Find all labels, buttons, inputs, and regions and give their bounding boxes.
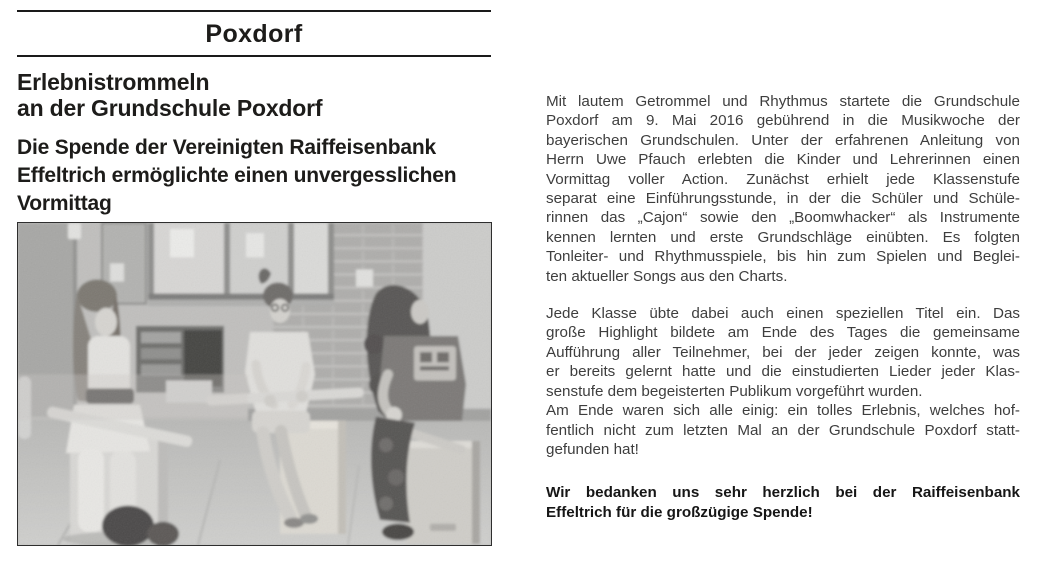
subhead-line: Vormittag [17,191,112,215]
subhead-line: Effeltrich ermöglichte einen unvergesslichen [17,163,457,187]
photo-grain-overlay [18,223,491,545]
article-body [546,92,1020,522]
body-line: fentlich nicht zum letzten Mal an der Grundschule Poxdorf statt- [546,421,1020,439]
section-masthead [17,10,491,57]
body-line: kennen lernten und erste Grundschläge einübten. Es folgten [546,228,1020,246]
body-line: Jede Klasse übte dabei auch einen speziellen Titel ein. Das [546,305,1020,323]
body-line: Vormittag voller Action. Zunächst erhielt jede Klassenstufe [546,170,1020,188]
body-paragraph [546,401,1020,459]
body-line: rinnen das „Cajon“ sowie den „Boomwhacker“ als Instrumente [546,209,1020,227]
body-line: Herrn Uwe Pfauch erlebten die Kinder und Lehrerinnen einen [546,151,1020,169]
body-line: Wir bedanken uns sehr herzlich bei der Raiffeisenbank [546,484,1020,502]
body-line: gefunden hat! [546,440,639,458]
body-paragraph [546,304,1020,401]
body-line: er bereits gelernt hatte und die einstudierten Lieder jeder Klas- [546,363,1020,381]
body-line: senstufe dem begeisterten Publikum vorgeführt wurden. [546,382,923,400]
body-paragraph [546,92,1020,286]
article-headline [17,69,491,121]
headline-line: Erlebnistrommeln [17,68,210,95]
article-subhead [17,134,491,218]
body-line: Mit lautem Getrommel und Rhythmus startete die Grundschule [546,93,1020,110]
body-line: separat eine Einführungsstunde, in der die Schüler und Schüle- [546,190,1020,208]
body-line: bayerischen Grundschulen. Unter der erfahrenen Anleitung von [546,131,1020,149]
headline-line: an der Grundschule Poxdorf [17,94,323,121]
article-left-column [17,10,491,218]
body-line: Aufführung aller Teilnehmer, bei der jeder zeigen konnte, was [546,343,1020,361]
body-line: große Highlight bildete am Ende des Tages die gemeinsame [546,324,1020,342]
body-line: Effeltrich für die großzügige Spende! [546,503,813,521]
body-line: ten aktueller Songs aus den Charts. [546,267,788,285]
article-photo [17,222,492,546]
subhead-line: Die Spende der Vereinigten Raiffeisenbank [17,135,436,159]
body-line: Poxdorf am 9. Mai 2016 gebührend in die Musikwoche der [546,112,1020,130]
body-line: Tonleiter- und Rhythmusspiele, bis hin zum Spielen und Beglei- [546,248,1020,266]
section-title: Poxdorf [205,20,303,48]
closing-thanks-paragraph [546,483,1020,522]
body-line: Am Ende waren sich alle einig: ein tolles Erlebnis, welches hof- [546,402,1020,420]
photo-scene [18,223,491,545]
